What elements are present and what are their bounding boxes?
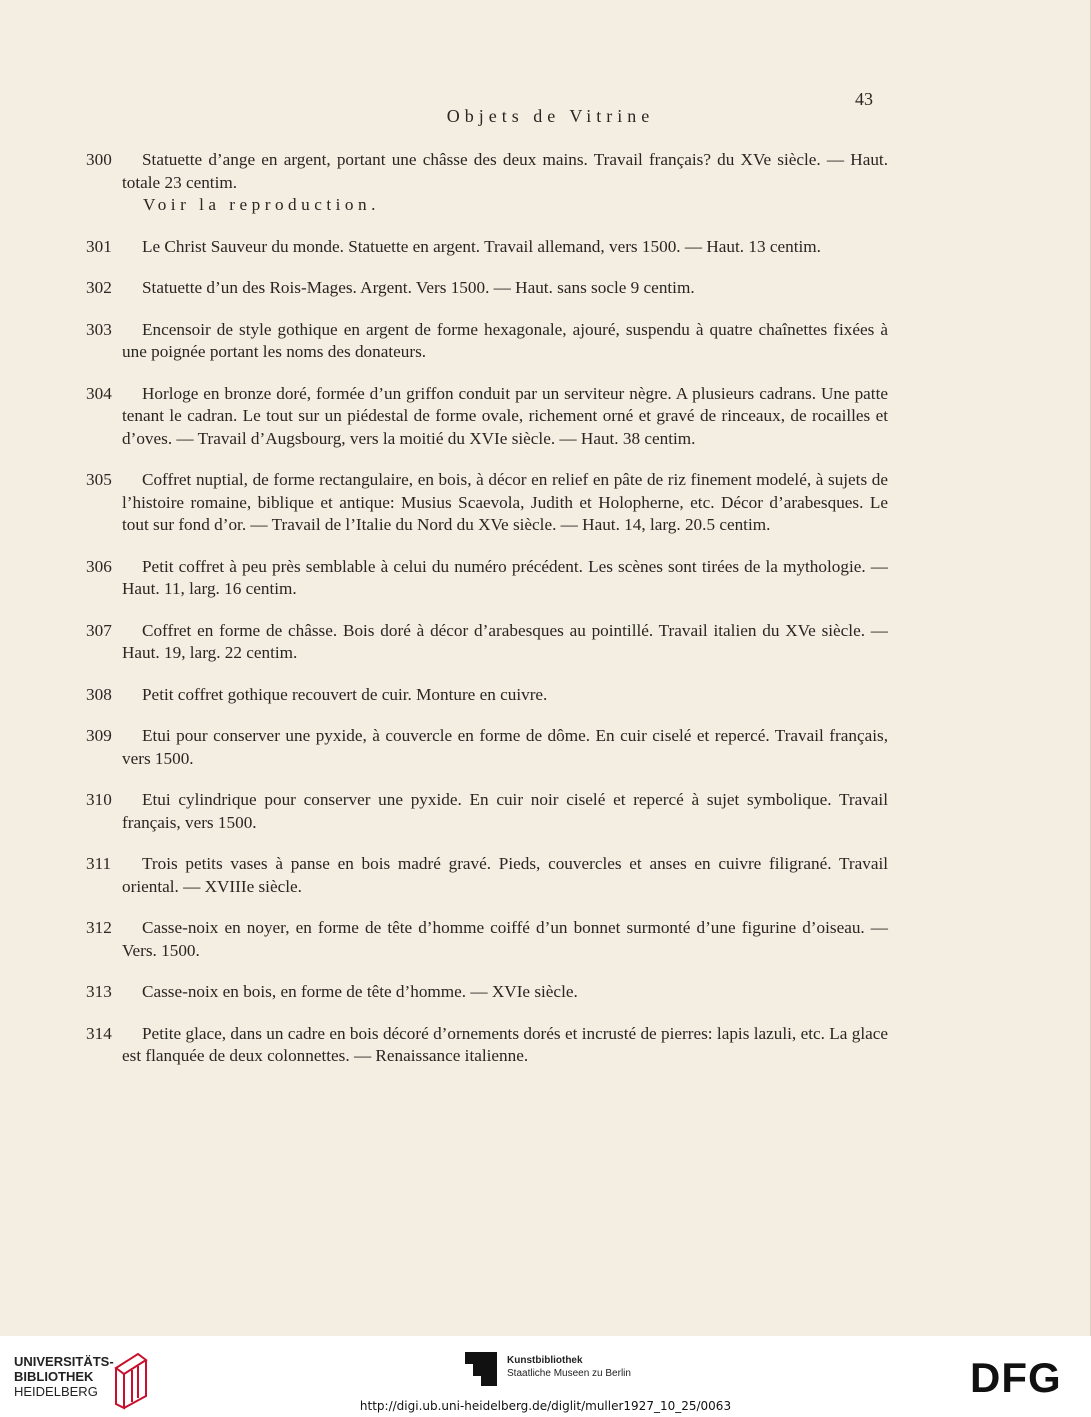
entry-number: 301 <box>86 236 112 256</box>
dfg-logo-icon <box>970 1358 1076 1396</box>
catalogue-entry <box>86 789 888 834</box>
page-number: 43 <box>855 89 873 109</box>
entry-number: 306 <box>86 556 112 576</box>
entry-text: Petite glace, dans un cadre en bois décoré d’ornements dorés et incrusté de pierres: lapis lazuli, etc. La glace est flanquée de deux colonnettes. — Renaissance italienne. <box>122 1023 888 1065</box>
catalogue-entry <box>86 383 888 451</box>
catalogue-entries <box>86 149 888 1087</box>
entry-text: Statuette d’ange en argent, portant une châsse des deux mains. Travail français? du XVe siècle. — Haut. totale 23 centim. <box>122 150 888 192</box>
university-line-1: UNIVERSITÄTS- <box>14 1354 114 1369</box>
digitization-footer <box>0 1336 1091 1417</box>
university-library-text <box>14 1354 114 1399</box>
source-url[interactable]: http://digi.ub.uni-heidelberg.de/diglit/muller1927_10_25/0063 <box>359 1399 732 1413</box>
university-line-3: HEIDELBERG <box>14 1384 98 1399</box>
entry-text: Casse-noix en bois, en forme de tête d’homme. — XVIe siècle. <box>142 982 578 1001</box>
catalogue-entry <box>86 981 888 1004</box>
entry-text: Le Christ Sauveur du monde. Statuette en argent. Travail allemand, vers 1500. — Haut. 13 centim. <box>142 236 821 256</box>
entry-number: 309 <box>86 726 112 745</box>
kunstbibliothek-subtitle: Staatliche Museen zu Berlin <box>507 1368 631 1379</box>
catalogue-entry <box>86 319 888 364</box>
catalogue-entry <box>86 725 888 770</box>
entry-number: 313 <box>86 982 112 1001</box>
entry-text: Statuette d’un des Rois-Mages. Argent. Vers 1500. — Haut. sans socle 9 centim. <box>142 278 695 297</box>
entry-number: 311 <box>86 854 112 873</box>
entry-text: Coffret nuptial, de forme rectangulaire, en bois, à décor en relief en pâte de riz finement modelé, à sujets de l’histoire romaine, biblique et antique: Musius Scaevola, Judith et Holopherne, etc. Décor d’arabesques. Le tout sur fond d’or. — Travail de l’Italie du Nord du XVe siècle. — Haut. 14, larg. 20.5 centim. <box>122 470 888 534</box>
entry-text: Petit coffret à peu près semblable à celui du numéro précédent. Les scènes sont tirées de la mythologie. — Haut. 11, larg. 16 centim. <box>122 556 888 598</box>
catalogue-entry <box>86 469 888 537</box>
catalogue-entry <box>86 236 888 259</box>
entry-number: 308 <box>86 684 112 704</box>
catalogue-entry <box>86 620 888 665</box>
catalogue-entry <box>86 1023 888 1068</box>
running-head: Objets de Vitrine <box>446 106 655 126</box>
catalogue-entry <box>86 684 888 707</box>
catalogue-entry <box>86 556 888 601</box>
kunstbibliothek-mark-icon <box>465 1352 497 1386</box>
entry-number: 300 <box>86 150 112 169</box>
kunstbibliothek-text <box>507 1354 707 1380</box>
entry-text: Etui pour conserver une pyxide, à couvercle en forme de dôme. En cuir ciselé et repercé. Travail français, vers 1500. <box>122 726 888 768</box>
entry-number: 310 <box>86 790 112 809</box>
kunstbibliothek-title: Kunstbibliothek <box>507 1355 583 1366</box>
entry-number: 305 <box>86 470 112 489</box>
entry-text: Horloge en bronze doré, formée d’un griffon conduit par un serviteur nègre. A plusieurs cadrans. Une patte tenant le cadran. Le tout sur un piédestal de forme ovale, richement orné et gravé de rinceaux, de rocailles et d’oves. — Travail d’Augsbourg, vers la moitié du XVIe siècle. — Haut. 38 centim. <box>122 383 888 448</box>
entry-text: Etui cylindrique pour conserver une pyxide. En cuir noir ciselé et repercé à sujet symbolique. Travail français, vers 1500. <box>122 790 888 832</box>
catalogue-entry <box>86 853 888 898</box>
catalogue-entry <box>86 277 888 300</box>
dfg-logo[interactable] <box>970 1358 1076 1401</box>
university-line-2: BIBLIOTHEK <box>14 1369 94 1384</box>
entry-text: Coffret en forme de châsse. Bois doré à décor d’arabesques au pointillé. Travail italien du XVe siècle. — Haut. 19, larg. 22 centim. <box>122 620 888 662</box>
entry-text: Petit coffret gothique recouvert de cuir. Monture en cuivre. <box>142 684 548 704</box>
entry-number: 304 <box>86 383 112 403</box>
entry-number: 307 <box>86 620 112 640</box>
entry-number: 314 <box>86 1023 112 1043</box>
dfg-wordmark: DFG <box>970 1358 1062 1396</box>
entry-text: Trois petits vases à panse en bois madré gravé. Pieds, couvercles et anses en cuivre filigrané. Travail oriental. — XVIIIe siècle. <box>122 854 888 896</box>
entry-text: Encensoir de style gothique en argent de forme hexagonale, ajouré, suspendu à quatre chaînettes fixées à une poignée portant les noms des donateurs. <box>122 319 888 361</box>
entry-number: 302 <box>86 278 112 297</box>
entry-note: Voir la reproduction. <box>143 195 380 214</box>
entry-number: 312 <box>86 918 112 937</box>
entry-number: 303 <box>86 319 112 339</box>
entry-text: Casse-noix en noyer, en forme de tête d’homme coiffé d’un bonnet surmonté d’une figurine d’oiseau. — Vers. 1500. <box>122 918 888 960</box>
catalogue-entry <box>86 917 888 962</box>
catalogue-entry <box>86 149 888 217</box>
